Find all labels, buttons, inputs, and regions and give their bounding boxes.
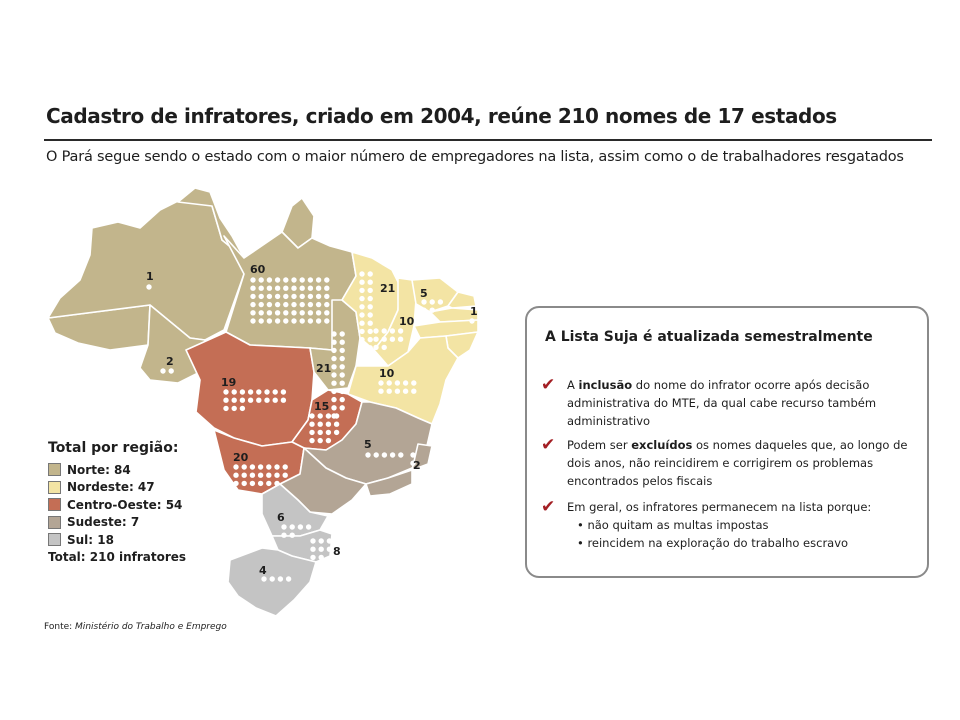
count-label-pa: 60	[250, 263, 266, 276]
infractor-dot-pa	[316, 286, 321, 291]
count-label-ma: 21	[380, 282, 396, 295]
infractor-dot-ba	[403, 380, 408, 385]
legend-label: Nordeste: 47	[67, 480, 155, 495]
infractor-dot-sc	[310, 547, 315, 552]
infractor-dot-mg	[398, 452, 403, 457]
infractor-dot-rs	[261, 576, 266, 581]
infractor-dot-rs	[286, 576, 291, 581]
infractor-dot-ma	[359, 321, 364, 326]
infractor-dot-mt	[248, 389, 253, 394]
legend-title: Total por região:	[48, 440, 179, 456]
infractor-dot-ma	[368, 304, 373, 309]
legend-total: Total: 210 infratores	[48, 549, 187, 564]
infractor-dot-mt	[223, 389, 228, 394]
infractor-dot-to	[331, 405, 336, 410]
source-label: Fonte:	[44, 622, 73, 632]
count-label-mg: 5	[364, 438, 372, 451]
legend-swatch-sul	[48, 533, 61, 546]
infractor-dot-ma	[368, 337, 373, 342]
infractor-dot-mg	[365, 452, 370, 457]
infractor-dot-pa	[300, 294, 305, 299]
infractor-dot-pa	[308, 318, 313, 323]
infractor-dot-ce	[430, 299, 435, 304]
infractor-dot-pa	[259, 286, 264, 291]
check-icon: ✔	[541, 497, 556, 517]
infractor-dot-to	[340, 348, 345, 353]
legend-swatch-nordeste	[48, 481, 61, 494]
infractor-dot-ma	[359, 329, 364, 334]
infractor-dot-mt	[264, 398, 269, 403]
infractor-dot-ms	[250, 481, 255, 486]
info-bullet: • reincidem na exploração do trabalho escravo	[577, 536, 849, 550]
count-label-am: 1	[146, 270, 154, 283]
infractor-dot-pa	[267, 302, 272, 307]
infractor-dot-go	[309, 438, 314, 443]
infractor-dot-go	[309, 422, 314, 427]
infractor-dot-ma	[359, 312, 364, 317]
infractor-dot-ma	[368, 329, 373, 334]
info-text-bold: excluídos	[631, 438, 693, 452]
infractor-dot-pa	[283, 294, 288, 299]
infractor-dot-mg	[382, 452, 387, 457]
infractor-dot-ms	[258, 481, 263, 486]
infractor-dot-ma	[359, 280, 364, 285]
infractor-dot-to	[331, 364, 336, 369]
infractor-dot-pa	[283, 277, 288, 282]
infractor-dot-to	[331, 389, 336, 394]
legend-item-norte	[48, 461, 186, 479]
infractor-dot-ma	[368, 296, 373, 301]
infractor-dot-pa	[324, 286, 329, 291]
infractor-dot-pa	[259, 318, 264, 323]
source-text: Ministério do Trabalho e Emprego	[75, 622, 227, 632]
infractor-dot-sc	[319, 538, 324, 543]
info-text-post: do nome do infrator ocorre após decisão administrativa do MTE, da qual cabe recurso também administrativo	[567, 378, 877, 428]
infractor-dot-go	[326, 438, 331, 443]
infractor-dot-ma	[368, 345, 373, 350]
infractor-dot-pa	[316, 310, 321, 315]
infractor-dot-pa	[308, 302, 313, 307]
info-item-inclusion	[541, 376, 927, 430]
infractor-dot-rs	[278, 576, 283, 581]
state-rio-grande-sul	[228, 548, 316, 616]
infractor-dot-to	[340, 364, 345, 369]
infractor-dot-to	[331, 372, 336, 377]
infractor-dot-am	[146, 284, 151, 289]
infractor-dot-pa	[250, 286, 255, 291]
infractor-dot-ma	[359, 271, 364, 276]
infractor-dot-rn	[469, 318, 474, 323]
infractor-dot-mt	[223, 398, 228, 403]
infractor-dot-ba	[411, 380, 416, 385]
infractor-dot-pr	[306, 524, 311, 529]
infractor-dot-ms	[283, 473, 288, 478]
legend-item-sul	[48, 531, 186, 549]
infractor-dot-pa	[308, 277, 313, 282]
count-label-ms: 20	[233, 451, 249, 464]
infractor-dot-ba	[395, 389, 400, 394]
infractor-dot-pa	[324, 310, 329, 315]
info-text-pre: Podem ser	[567, 438, 632, 452]
infractor-dot-pa	[300, 302, 305, 307]
legend-label: Centro-Oeste: 54	[67, 497, 183, 512]
infractor-dot-go	[326, 413, 331, 418]
legend-item-sudeste	[48, 514, 186, 532]
infractor-dot-pa	[300, 310, 305, 315]
infractor-dot-pi	[390, 337, 395, 342]
infractor-dot-pa	[250, 294, 255, 299]
infractor-dot-ma	[359, 288, 364, 293]
count-label-sc: 8	[333, 545, 341, 558]
infractor-dot-to	[331, 381, 336, 386]
chart-subtitle: O Pará segue sendo o estado com o maior número de empregadores na lista, assim como o de trabalhadores resgatados	[46, 149, 904, 165]
infractor-dot-go	[326, 422, 331, 427]
infractor-dot-go	[334, 422, 339, 427]
legend-label: Norte: 84	[67, 462, 131, 477]
infractor-dot-pa	[267, 277, 272, 282]
infractor-dot-to	[340, 405, 345, 410]
infractor-dot-pa	[283, 318, 288, 323]
info-text-pre: A	[567, 378, 579, 392]
infractor-dot-pa	[291, 318, 296, 323]
infractor-dot-pa	[316, 294, 321, 299]
infractor-dot-mt	[273, 398, 278, 403]
infractor-dot-pi	[382, 345, 387, 350]
infractor-dot-go	[318, 422, 323, 427]
infractor-dot-go	[309, 413, 314, 418]
info-text-bold: inclusão	[578, 378, 633, 392]
infractor-dot-mg	[374, 452, 379, 457]
infractor-dot-pa	[267, 286, 272, 291]
infractor-dot-ma	[359, 337, 364, 342]
infractor-dot-pa	[259, 294, 264, 299]
infractor-dot-sc	[319, 555, 324, 560]
info-bullet: • não quitam as multas impostas	[577, 518, 769, 532]
infractor-dot-ma	[368, 312, 373, 317]
infractor-dot-to	[331, 331, 336, 336]
infractor-dot-ms	[274, 464, 279, 469]
info-item-text	[567, 376, 927, 430]
legend-item-centro-oeste	[48, 496, 186, 514]
region-legend	[48, 440, 186, 566]
infractor-dot-pa	[316, 277, 321, 282]
infractor-dot-to	[340, 356, 345, 361]
infractor-dot-ms	[233, 481, 238, 486]
infractor-dot-ba	[387, 389, 392, 394]
infractor-dot-to	[340, 331, 345, 336]
count-label-rs: 4	[259, 564, 267, 577]
infractor-dot-pa	[275, 302, 280, 307]
infractor-dot-sc	[327, 538, 332, 543]
count-label-ro: 2	[166, 355, 174, 368]
infractor-dot-pi	[373, 328, 378, 333]
infractor-dot-ms	[233, 473, 238, 478]
infractor-dot-mt	[240, 406, 245, 411]
infractor-dot-ms	[266, 464, 271, 469]
infractor-dot-pa	[267, 318, 272, 323]
infractor-dot-ms	[266, 481, 271, 486]
infractor-dot-ms	[266, 473, 271, 478]
infractor-dot-pa	[283, 302, 288, 307]
count-label-pr: 6	[277, 511, 285, 524]
infractor-dot-pa	[308, 286, 313, 291]
infractor-dot-ms	[250, 464, 255, 469]
infractor-dot-ma	[359, 353, 364, 358]
infractor-dot-pa	[275, 318, 280, 323]
infractor-dot-rs	[270, 576, 275, 581]
infractor-dot-go	[326, 430, 331, 435]
infractor-dot-pa	[275, 310, 280, 315]
infractor-dot-ms	[274, 481, 279, 486]
infractor-dot-pi	[390, 328, 395, 333]
legend-swatch-sudeste	[48, 516, 61, 529]
count-label-rj: 2	[413, 459, 421, 472]
infractor-dot-ms	[283, 464, 288, 469]
infractor-dot-ms	[258, 473, 263, 478]
infractor-dot-mt	[240, 389, 245, 394]
infractor-dot-ms	[258, 464, 263, 469]
infractor-dot-ba	[378, 380, 383, 385]
infractor-dot-ba	[378, 389, 383, 394]
infractor-dot-pa	[291, 277, 296, 282]
infractor-dot-ro	[160, 368, 165, 373]
infractor-dot-mt	[281, 398, 286, 403]
infractor-dot-pa	[300, 277, 305, 282]
infractor-dot-pa	[259, 310, 264, 315]
infractor-dot-pa	[300, 286, 305, 291]
infractor-dot-sc	[327, 547, 332, 552]
infractor-dot-ms	[250, 473, 255, 478]
info-box-title: A Lista Suja é atualizada semestralmente	[545, 329, 873, 345]
chart-title: Cadastro de infratores, criado em 2004, reúne 210 nomes de 17 estados	[46, 104, 837, 128]
infractor-dot-ma	[368, 288, 373, 293]
infractor-dot-pa	[316, 318, 321, 323]
legend-swatch-norte	[48, 463, 61, 476]
check-icon: ✔	[541, 375, 556, 395]
infractor-dot-pa	[259, 277, 264, 282]
infractor-dot-ba	[403, 389, 408, 394]
infractor-dot-mg	[390, 452, 395, 457]
infractor-dot-ms	[242, 473, 247, 478]
infractor-dot-to	[340, 372, 345, 377]
count-label-pi: 10	[399, 315, 415, 328]
infractor-dot-ro	[169, 368, 174, 373]
infractor-dot-sc	[310, 555, 315, 560]
infractor-dot-pr	[290, 524, 295, 529]
infractor-dot-ba	[395, 380, 400, 385]
infractor-dot-pr	[290, 533, 295, 538]
infractor-dot-pa	[250, 310, 255, 315]
count-label-ce: 5	[420, 287, 428, 300]
infractor-dot-go	[318, 430, 323, 435]
infractor-dot-ba	[387, 380, 392, 385]
infractor-dot-mt	[232, 389, 237, 394]
infractor-dot-go	[318, 413, 323, 418]
infractor-dot-ms	[233, 464, 238, 469]
infractor-dot-pa	[250, 277, 255, 282]
count-label-mt: 19	[221, 376, 237, 389]
infractor-dot-pa	[324, 277, 329, 282]
infractor-dot-ma	[359, 345, 364, 350]
legend-label: Sul: 18	[67, 532, 114, 547]
source-note	[44, 622, 227, 632]
infractor-dot-ma	[359, 304, 364, 309]
info-text-post: os nomes daqueles que, ao longo de dois anos, não reincidirem e corrigirem os problemas encontrados pelos fiscais	[567, 438, 908, 488]
infractor-dot-to	[340, 381, 345, 386]
infractor-dot-pi	[382, 337, 387, 342]
infractor-dot-pa	[308, 294, 313, 299]
infractor-dot-ma	[368, 280, 373, 285]
infractor-dot-pi	[373, 345, 378, 350]
infractor-dot-pa	[275, 294, 280, 299]
infractor-dot-mt	[223, 406, 228, 411]
info-box	[525, 306, 929, 578]
info-text-main: Em geral, os infratores permanecem na lista porque:	[567, 500, 872, 514]
infractor-dot-pa	[267, 310, 272, 315]
infractor-dot-ce	[430, 308, 435, 313]
infractor-dot-mt	[281, 389, 286, 394]
infractor-dot-ms	[242, 481, 247, 486]
infractor-dot-sc	[310, 538, 315, 543]
infractor-dot-ms	[242, 464, 247, 469]
infractor-dot-ma	[368, 271, 373, 276]
infractor-dot-pa	[283, 310, 288, 315]
infractor-dot-pa	[316, 302, 321, 307]
infractor-dot-go	[334, 413, 339, 418]
infractor-dot-pa	[283, 286, 288, 291]
infractor-dot-pr	[281, 524, 286, 529]
infractor-dot-to	[331, 397, 336, 402]
infractor-dot-pa	[300, 318, 305, 323]
infractor-dot-to	[340, 397, 345, 402]
infractor-dot-ce	[421, 299, 426, 304]
infractor-dot-to	[340, 389, 345, 394]
count-label-go: 15	[314, 400, 330, 413]
infractor-dot-pr	[298, 524, 303, 529]
count-label-rn: 1	[470, 305, 478, 318]
infractor-dot-mt	[264, 389, 269, 394]
infractor-dot-ba	[411, 389, 416, 394]
infractor-dot-pa	[250, 302, 255, 307]
infractor-dot-pi	[398, 337, 403, 342]
infractor-dot-rj	[410, 452, 415, 457]
infractor-dot-pi	[373, 337, 378, 342]
infractor-dot-mt	[240, 398, 245, 403]
count-label-to: 21	[316, 362, 332, 375]
infractor-dot-pa	[308, 310, 313, 315]
state-mato-grosso	[186, 332, 314, 446]
infractor-dot-pa	[324, 318, 329, 323]
infractor-dot-ma	[359, 296, 364, 301]
infractor-dot-ma	[368, 321, 373, 326]
legend-label: Sudeste: 7	[67, 515, 140, 530]
infractor-dot-pa	[259, 302, 264, 307]
infractor-dot-pa	[275, 277, 280, 282]
info-item-text	[567, 436, 927, 490]
infractor-dot-pi	[398, 328, 403, 333]
infractor-dot-mt	[232, 398, 237, 403]
infractor-dot-pa	[291, 302, 296, 307]
infractor-dot-to	[331, 356, 336, 361]
infractor-dot-pi	[382, 328, 387, 333]
infractor-dot-pr	[281, 533, 286, 538]
infractor-dot-mt	[256, 398, 261, 403]
infractor-dot-pa	[250, 318, 255, 323]
info-item-remain	[541, 498, 927, 552]
infractor-dot-go	[309, 430, 314, 435]
infractor-dot-mt	[248, 398, 253, 403]
infractor-dot-go	[318, 438, 323, 443]
infractor-dot-ce	[438, 299, 443, 304]
infractor-dot-pa	[275, 286, 280, 291]
legend-swatch-centro-oeste	[48, 498, 61, 511]
infractor-dot-mt	[232, 406, 237, 411]
infractor-dot-ce	[421, 308, 426, 313]
infractor-dot-go	[334, 430, 339, 435]
infractor-dot-mt	[273, 389, 278, 394]
infractor-dot-pa	[291, 310, 296, 315]
infractor-dot-pa	[291, 294, 296, 299]
info-item-exclusion	[541, 436, 927, 490]
infractor-dot-ms	[274, 473, 279, 478]
infractor-dot-to	[331, 340, 336, 345]
infractor-dot-mt	[256, 389, 261, 394]
infractor-dot-pa	[291, 286, 296, 291]
check-icon: ✔	[541, 435, 556, 455]
count-label-ba: 10	[379, 367, 395, 380]
infractor-dot-to	[340, 340, 345, 345]
infractor-dot-pa	[324, 302, 329, 307]
infractor-dot-pa	[267, 294, 272, 299]
infractor-dot-pa	[324, 294, 329, 299]
legend-item-nordeste	[48, 479, 186, 497]
infractor-dot-sc	[319, 547, 324, 552]
info-item-text	[567, 498, 927, 552]
infractor-dot-to	[331, 348, 336, 353]
